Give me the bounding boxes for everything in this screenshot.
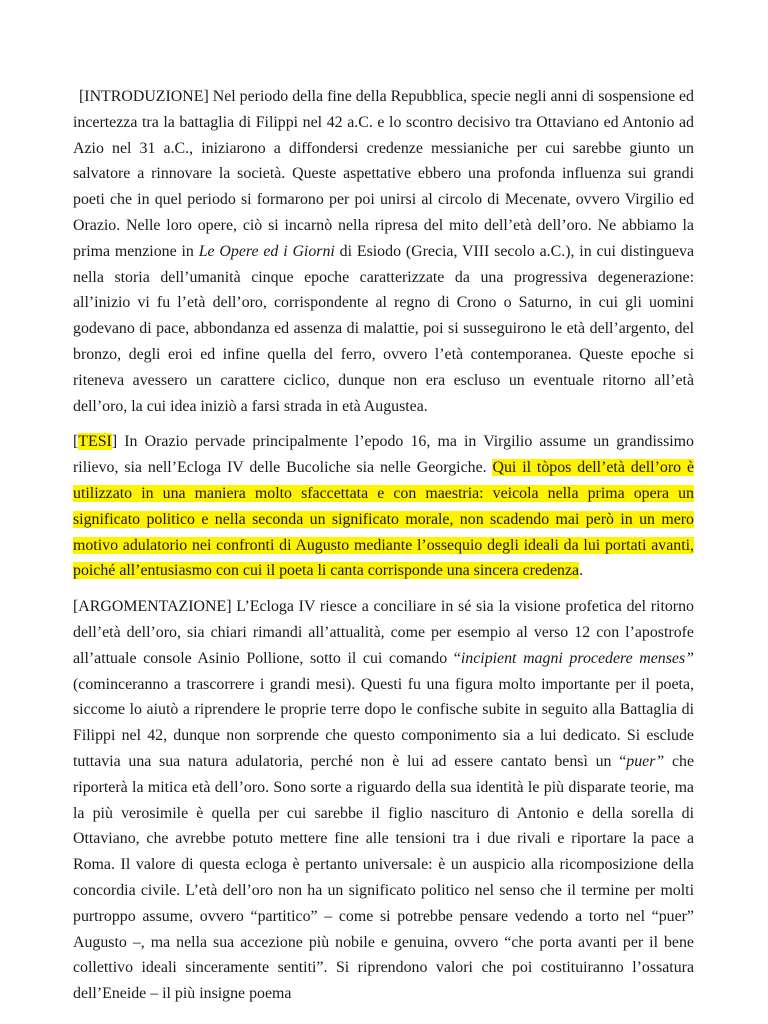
document-page <box>73 84 694 1007</box>
intro-text-part-2: di Esiodo (Grecia, VIII secolo a.C.), in cui distingueva nella storia dell’umanità cinque epoche caratterizzate da una progressiva degenerazione: all’inizio vi fu l’età dell’oro, corrispondente al regno di Crono o Saturno, in cui gli uomini godevano di pace, abbondanza ed assenza di malattie, poi si susseguirono le età dell’argento, del bronzo, degli eroi ed infine quella del ferro, ovvero l’età contemporanea. Queste epoche si riteneva avessero un carattere ciclico, dunque non era escluso un eventuale ritorno all’età dell’oro, la cui idea iniziò a farsi strada in età Augustea. <box>73 242 694 415</box>
section-tag-introduzione: [INTRODUZIONE] <box>79 88 209 105</box>
puer-term: puer” <box>626 752 665 770</box>
work-title-opere-e-giorni: Le Opere ed i Giorni <box>198 242 335 260</box>
argomentazione-text-part-1: L’Ecloga IV riesce a conciliare in sé sia la visione profetica del ritorno dell’età dell’oro, sia chiari rimandi all’attualità, come per esempio al verso 12 con l’apostrofe all’attuale console Asinio Pollione, sotto il cui comando “ <box>73 598 694 667</box>
paragraph-argomentazione <box>73 594 694 1007</box>
tesi-close-bracket: ] <box>111 433 118 451</box>
argomentazione-text-part-3: che riporterà la mitica età dell’oro. Sono sorte a riguardo della sua identità le più disparate teorie, ma la più verosimile è quella per cui sarebbe il figlio nascituro di Antonio e della sorella di Ottaviano, che avrebbe potuto mettere fine alle tensioni tra i due rivali e riportare la pace a Roma. Il valore di questa ecloga è pertanto universale: è un auspicio alla ricomposizione della concordia civile. L’età dell’oro non ha un significato politico nel senso che il termine per molti purtroppo assume, ovvero “partitico” – come si potrebbe pensare vedendo a torto nel “puer” Augusto –, ma nella sua accezione più nobile e genuina, ovvero “che porta avanti per il bene collettivo ideali sinceramente sentiti”. Si riprendono valori che poi costituiranno l’ossatura dell’Eneide – il più insigne poema <box>73 752 695 1003</box>
paragraph-tesi <box>73 429 694 584</box>
tesi-highlighted-thesis: Qui il tòpos dell’età dell’oro è utilizzato in una maniera molto sfaccettata e con maestria: veicola nella prima opera un significato politico e nella seconda un significato morale, non scadendo mai però in un mero motivo adulatorio nei confronti di Augusto mediante l’ossequio degli ideali da lui portati avanti, poiché all’entusiasmo con cui il poeta li canta corrisponde una sincera credenza <box>73 459 694 580</box>
latin-quote: incipient magni procedere menses” <box>460 649 694 667</box>
section-tag-argomentazione: [ARGOMENTAZIONE] <box>73 598 232 616</box>
intro-text-part-1: Nel periodo della fine della Repubblica, specie negli anni di sospensione ed incertezza tra la battaglia di Filippi nel 42 a.C. e lo scontro decisivo tra Ottaviano ed Antonio ad Azio nel 31 a.C., iniziarono a diffondersi credenze messianiche per cui sarebbe giunto un salvatore a rinnovare la società. Queste aspettative ebbero una profonda influenza sui grandi poeti che in quel periodo si formarono per poi unirsi al circolo di Mecenate, ovvero Virgilio ed Orazio. Nelle loro opere, ciò si incarnò nella ripresa del mito dell’età dell’oro. Ne abbiamo la prima menzione in <box>73 88 694 260</box>
tesi-open-bracket: [ <box>73 433 79 451</box>
argomentazione-text-part-2: (cominceranno a trascorrere i grandi mesi). Questi fu una figura molto importante per il poeta, siccome lo aiutò a riprendere le proprie terre dopo le confische subite in seguito alla Battaglia di Filippi nel 42, dunque non sorprende che questo componimento sia a lui dedicato. Si esclude tuttavia una sua natura adulatoria, perché non è lui ad essere cantato bensì un “ <box>73 675 694 770</box>
section-tag-tesi: TESI <box>78 433 112 451</box>
tesi-end-period: . <box>579 562 584 580</box>
tesi-text: In Orazio pervade principalmente l’epodo 16, ma in Virgilio assume un grandissimo rilievo, sia nell’Ecloga IV delle Bucoliche sia nelle Georgiche. <box>73 433 694 477</box>
paragraph-introduzione <box>73 84 694 419</box>
